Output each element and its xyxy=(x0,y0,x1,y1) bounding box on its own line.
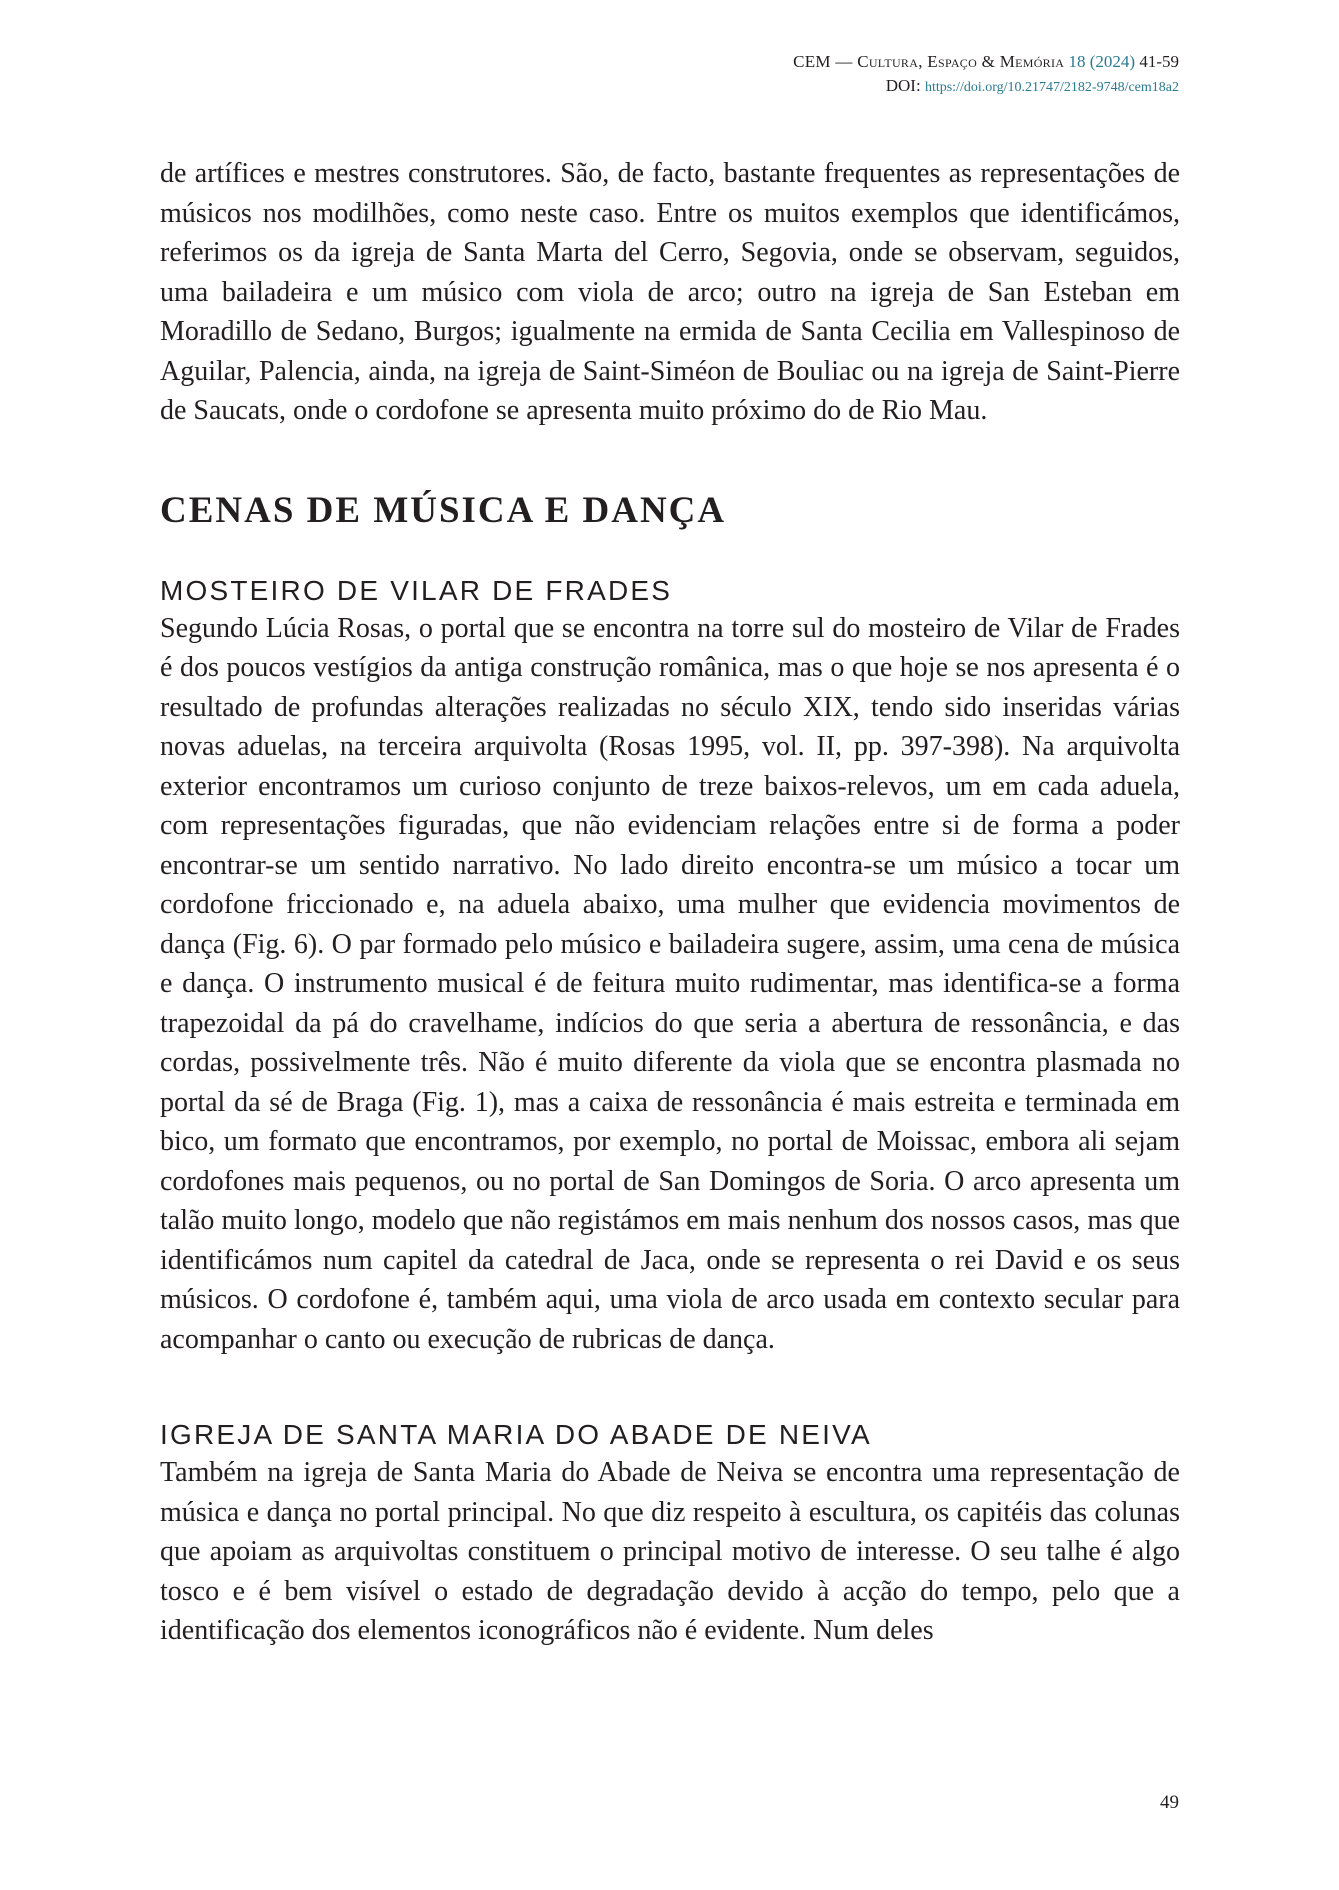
paragraph-2: Segundo Lúcia Rosas, o portal que se encontra na torre sul do mosteiro de Vilar de Frades é dos poucos vestígios da antiga construção românica, mas o que hoje se nos apresenta é o resultado de profundas alterações realizadas no século XIX, tendo sido inseridas várias novas aduelas, na terceira arquivolta (Rosas 1995, vol. II, pp. 397-398). Na arquivolta exterior encontramos um curioso conjunto de treze baixos-relevos, um em cada aduela, com representações figuradas, que não evidenciam relações entre si de forma a poder encontrar-se um sentido narrativo. No lado direito encontra-se um músico a tocar um cordofone friccionado e, na aduela abaixo, uma mulher que evidencia movimentos de dança (Fig. 6). O par formado pelo músico e bailadeira sugere, assim, uma cena de música e dança. O instrumento musical é de feitura muito rudimentar, mas identifica-se a forma trapezoidal da pá do cravelhame, indícios do que seria a abertura de ressonância, e das cordas, possivelmente três. Não é muito diferente da viola que se encontra plasmada no portal da sé de Braga (Fig. 1), mas a caixa de ressonância é mais estreita e terminada em bico, um formato que encontramos, por exemplo, no portal de Moissac, embora ali sejam cordofones mais pequenos, ou no portal de San Domingos de Soria. O arco apresenta um talão muito longo, modelo que não registámos em mais nenhum dos nossos casos, mas que identificámos num capitel da catedral de Jaca, onde se representa o rei David e os seus músicos. O cordofone é, também aqui, uma viola de arco usada em contexto secular para acompanhar o canto ou execução de rubricas de dança. xyxy=(160,612,1180,1355)
journal-issue: 18 (2024) xyxy=(1068,52,1136,71)
journal-pages: 41-59 xyxy=(1139,52,1179,71)
journal-title: CEM — Cultura, Espaço & Memória xyxy=(793,52,1065,71)
page-number: 49 xyxy=(1160,1792,1179,1813)
paragraph-1: de artífices e mestres construtores. São, de facto, bastante frequentes as representações de músicos nos modilhões, como neste caso. Entre os muitos exemplos que identificámos, referimos os da igreja de Santa Marta del Cerro, Segovia, onde se observam, seguidos, uma bailadeira e um músico com viola de arco; outro na igreja de San Esteban em Moradillo de Sedano, Burgos; igualmente na ermida de Santa Cecilia em Vallespinoso de Aguilar, Palencia, ainda, na igreja de Saint-Siméon de Bouliac ou na igreja de Saint-Pierre de Saucats, onde o cordofone se apresenta muito próximo do de Rio Mau. xyxy=(160,158,1180,426)
subsection-heading-abade-de-neiva: IGREJA DE SANTA MARIA DO ABADE DE NEIVA xyxy=(160,1419,872,1450)
paragraph-3: Também na igreja de Santa Maria do Abade de Neiva se encontra uma representação de música e dança no portal principal. No que diz respeito à escultura, os capitéis das colunas que apoiam as arquivoltas constituem o principal motivo de interesse. O seu talhe é algo tosco e é bem visível o estado de degradação devido à acção do tempo, pelo que a identificação dos elementos iconográficos não é evidente. Num deles xyxy=(160,1457,1180,1646)
section-heading: CENAS DE MÚSICA E DANÇA xyxy=(160,489,727,531)
doi-link[interactable]: https://doi.org/10.21747/2182-9748/cem18a2 xyxy=(924,80,1179,95)
doi-label: DOI: xyxy=(885,76,921,95)
journal-line xyxy=(793,50,1179,74)
doi-line xyxy=(793,74,1179,100)
running-header xyxy=(793,50,1179,100)
subsection-heading-vilar-de-frades: MOSTEIRO DE VILAR DE FRADES xyxy=(160,574,673,606)
article-body xyxy=(160,154,1180,1651)
